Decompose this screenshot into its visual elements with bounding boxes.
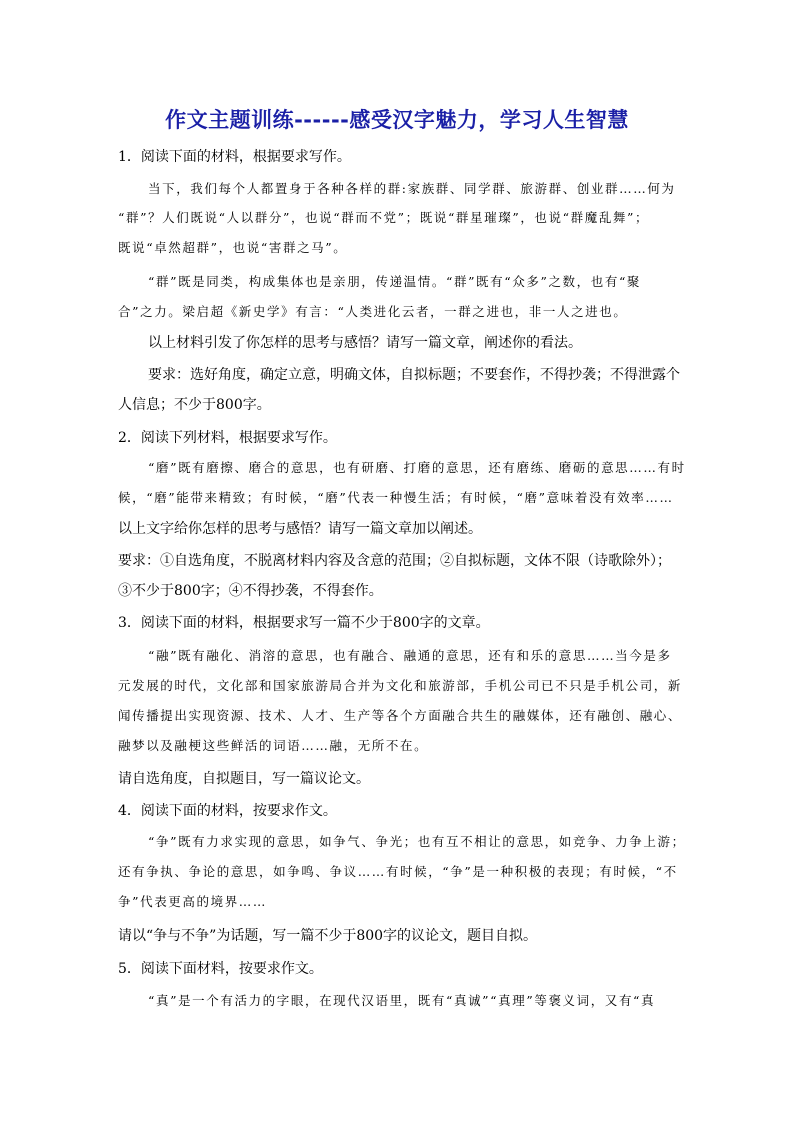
material-3-line-4: 融梦以及融梗这些鲜活的词语……融，无所不在。 xyxy=(118,738,429,753)
material-5-line-1: “真”是一个有活力的字眼，在现代汉语里，既有“真诚”“真理”等褒义词，又有“真 xyxy=(148,993,656,1008)
material-3-line-1: “融”既有融化、消溶的意思，也有融合、融通的意思，还有和乐的意思……当今是多 xyxy=(148,648,672,663)
material-2-line-2: 候，“磨”能带来精致；有时候，“磨”代表一种慢生活；有时候，“磨”意味着没有效率…… xyxy=(118,490,674,505)
question-2-requirements-2: ③不少于800字；④不得抄袭，不得套作。 xyxy=(118,583,383,599)
material-1-line-1: 当下，我们每个人都置身于各种各样的群:家族群、同学群、旅游群、创业群……何为 xyxy=(148,181,676,196)
material-4-line-3: 争”代表更高的境界…… xyxy=(118,894,267,909)
question-4-prompt: 4．阅读下面的材料，按要求作文。 xyxy=(118,803,337,819)
question-1-prompt: 1．阅读下面的材料，根据要求写作。 xyxy=(118,149,351,165)
question-4-task: 请以“争与不争”为话题，写一篇不少于800字的议论文，题目自拟。 xyxy=(118,928,538,944)
question-2-prompt: 2．阅读下列材料，根据要求写作。 xyxy=(118,430,337,446)
question-1-requirements-2: 人信息；不少于800字。 xyxy=(118,397,271,413)
question-2-requirements-1: 要求：①自选角度，不脱离材料内容及含意的范围；②自拟标题，文体不限（诗歌除外）； xyxy=(118,553,671,569)
material-3-line-3: 闻传播提出实现资源、技术、人才、生产等各个方面融合共生的融媒体，还有融创、融心、 xyxy=(118,708,683,723)
document-title: 作文主题训练------感受汉字魅力，学习人生智慧 xyxy=(165,108,629,132)
material-1-line-4: “群”既是同类，构成集体也是亲朋，传递温情。“群”既有“众多”之数，也有“聚 xyxy=(148,274,642,289)
material-3-line-2: 元发展的时代，文化部和国家旅游局合并为文化和旅游部，手机公司已不只是手机公司，新 xyxy=(118,678,683,693)
material-2-line-1: “磨”既有磨擦、磨合的意思，也有研磨、打磨的意思，还有磨练、磨砺的意思……有时 xyxy=(148,460,686,475)
material-4-line-1: “争”既有力求实现的意思，如争气、争光；也有互不相让的意思，如竞争、力争上游； xyxy=(148,834,686,849)
question-1-task: 以上材料引发了你怎样的思考与感悟？请写一篇文章，阐述你的看法。 xyxy=(148,335,582,351)
material-1-line-2: “群”？人们既说“人以群分”，也说“群而不党”；既说“群星璀璨”，也说“群魔乱舞”； xyxy=(118,210,650,225)
question-3-task: 请自选角度，自拟题目，写一篇议论文。 xyxy=(118,771,370,787)
question-5-prompt: 5．阅读下面材料，按要求作文。 xyxy=(118,961,323,977)
question-1-requirements-1: 要求：选好角度，确定立意，明确文体，自拟标题；不要套作，不得抄袭；不得泄露个 xyxy=(148,367,680,383)
material-4-line-2: 还有争执、争论的意思，如争鸣、争议……有时候，“争”是一种积极的表现；有时候，“不 xyxy=(118,864,678,879)
material-1-line-3: 既说“卓然超群”，也说“害群之马”。 xyxy=(118,240,348,255)
question-3-prompt: 3．阅读下面的材料，根据要求写一篇不少于800字的文章。 xyxy=(118,615,490,631)
material-1-line-5: 合”之力。梁启超《新史学》有言：“人类进化云者，一群之进也，非一人之进也。 xyxy=(118,304,628,319)
question-2-task: 以上文字给你怎样的思考与感悟？请写一篇文章加以阐述。 xyxy=(118,521,482,537)
